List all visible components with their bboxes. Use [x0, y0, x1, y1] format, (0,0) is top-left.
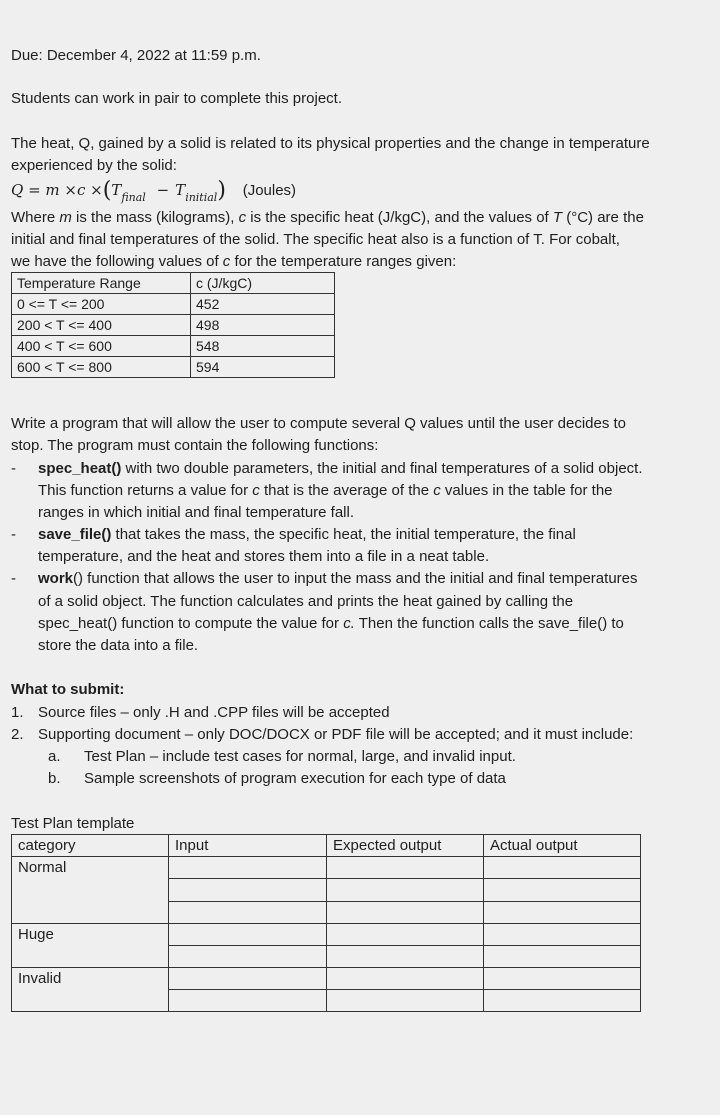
- due-date: Due: December 4, 2022 at 11:59 p.m.: [11, 47, 261, 64]
- table-cell: [484, 924, 641, 946]
- table-cell: [484, 857, 641, 879]
- function-work-line-3: spec_heat() function to compute the value for c. Then the function calls the save_file() to: [38, 615, 624, 632]
- table-cell: 0 <= T <= 200: [12, 294, 191, 315]
- table-cell: 548: [191, 336, 335, 357]
- table-row: [12, 924, 641, 946]
- table-header-row: [12, 835, 641, 857]
- table-cell: [169, 879, 327, 901]
- table-cell: [484, 879, 641, 901]
- formula-initial-sub: initial: [185, 191, 218, 204]
- formula-open-paren: (: [102, 178, 112, 203]
- where-line-3: we have the following values of c for the temperature ranges given:: [11, 253, 457, 270]
- table-cell: [169, 924, 327, 946]
- table-cell: [327, 946, 484, 968]
- table-cell: [484, 968, 641, 990]
- table-cell: [327, 924, 484, 946]
- table-header: Temperature Range: [12, 273, 191, 294]
- table-cell: [484, 946, 641, 968]
- formula-t-initial: T: [175, 181, 186, 199]
- table-cell: [327, 879, 484, 901]
- formula-q: Q = m ×c ×: [11, 181, 103, 199]
- specific-heat-table: [11, 272, 335, 378]
- table-row: [12, 968, 641, 990]
- test-plan-title: Test Plan template: [11, 815, 135, 832]
- table-header: Actual output: [484, 835, 641, 857]
- function-work-line-4: store the data into a file.: [38, 637, 199, 654]
- heat-formula: [11, 178, 296, 204]
- function-work-line-2: of a solid object. The function calculates and prints the heat gained by calling the: [38, 593, 574, 610]
- table-cell: [484, 990, 641, 1012]
- intro-line-2: experienced by the solid:: [11, 157, 177, 174]
- category-huge: Huge: [12, 924, 169, 968]
- table-cell: [327, 968, 484, 990]
- formula-t-final: T: [111, 181, 122, 199]
- submit-item-2b: b. Sample screenshots of program execution for each type of data: [48, 770, 506, 787]
- table-cell: 594: [191, 357, 335, 378]
- formula-units: (Joules): [242, 182, 297, 199]
- table-cell: 200 < T <= 400: [12, 315, 191, 336]
- table-cell: [169, 990, 327, 1012]
- function-work: - work() function that allows the user to input the mass and the initial and final temperatures: [11, 570, 638, 587]
- where-line-2: initial and final temperatures of the solid. The specific heat also is a function of T. For cobalt,: [11, 231, 620, 248]
- intro-line-1: The heat, Q, gained by a solid is related to its physical properties and the change in temperature: [11, 135, 650, 152]
- table-cell: [169, 946, 327, 968]
- table-cell: [327, 990, 484, 1012]
- category-invalid: Invalid: [12, 968, 169, 1012]
- table-cell: [327, 857, 484, 879]
- bullet-dash: -: [11, 570, 16, 587]
- table-row: [12, 336, 335, 357]
- table-cell: 452: [191, 294, 335, 315]
- category-normal: Normal: [12, 857, 169, 924]
- bullet-dash: -: [11, 526, 16, 543]
- formula-minus: −: [156, 181, 170, 199]
- table-row: [12, 294, 335, 315]
- pair-note: Students can work in pair to complete this project.: [11, 90, 342, 107]
- table-cell: [484, 901, 641, 923]
- table-cell: 498: [191, 315, 335, 336]
- program-line-1: Write a program that will allow the user to compute several Q values until the user decides to: [11, 415, 627, 432]
- table-cell: [169, 968, 327, 990]
- table-cell: [169, 901, 327, 923]
- table-header: Input: [169, 835, 327, 857]
- table-header-row: [12, 273, 335, 294]
- table-row: [12, 357, 335, 378]
- table-cell: [327, 901, 484, 923]
- table-row: [12, 315, 335, 336]
- table-header: c (J/kgC): [191, 273, 335, 294]
- table-cell: [169, 857, 327, 879]
- table-header: category: [12, 835, 169, 857]
- function-save-file: - save_file() that takes the mass, the specific heat, the initial temperature, the final: [11, 526, 576, 543]
- submit-title: What to submit:: [11, 681, 125, 698]
- submit-item-2a: a. Test Plan – include test cases for normal, large, and invalid input.: [48, 748, 516, 765]
- function-spec-heat: - spec_heat() with two double parameters, the initial and final temperatures of a solid object.: [11, 460, 643, 477]
- function-spec-heat-line-2: This function returns a value for c that is the average of the c values in the table for the: [38, 482, 613, 499]
- table-cell: 400 < T <= 600: [12, 336, 191, 357]
- formula-close-paren: ): [217, 178, 226, 203]
- program-line-2: stop. The program must contain the following functions:: [11, 437, 379, 454]
- table-row: [12, 857, 641, 879]
- test-plan-table: [11, 834, 641, 1012]
- table-cell: 600 < T <= 800: [12, 357, 191, 378]
- where-line-1: Where m is the mass (kilograms), c is the specific heat (J/kgC), and the values of T (°C) are the: [11, 209, 644, 226]
- table-header: Expected output: [327, 835, 484, 857]
- submit-item-1: 1. Source files – only .H and .CPP files will be accepted: [11, 704, 390, 721]
- bullet-dash: -: [11, 460, 16, 477]
- function-spec-heat-line-3: ranges in which initial and final temperature fall.: [38, 504, 355, 521]
- submit-item-2: 2. Supporting document – only DOC/DOCX or PDF file will be accepted; and it must include:: [11, 726, 634, 743]
- function-save-file-line-2: temperature, and the heat and stores them into a file in a neat table.: [38, 548, 490, 565]
- formula-final-sub: final: [121, 191, 146, 204]
